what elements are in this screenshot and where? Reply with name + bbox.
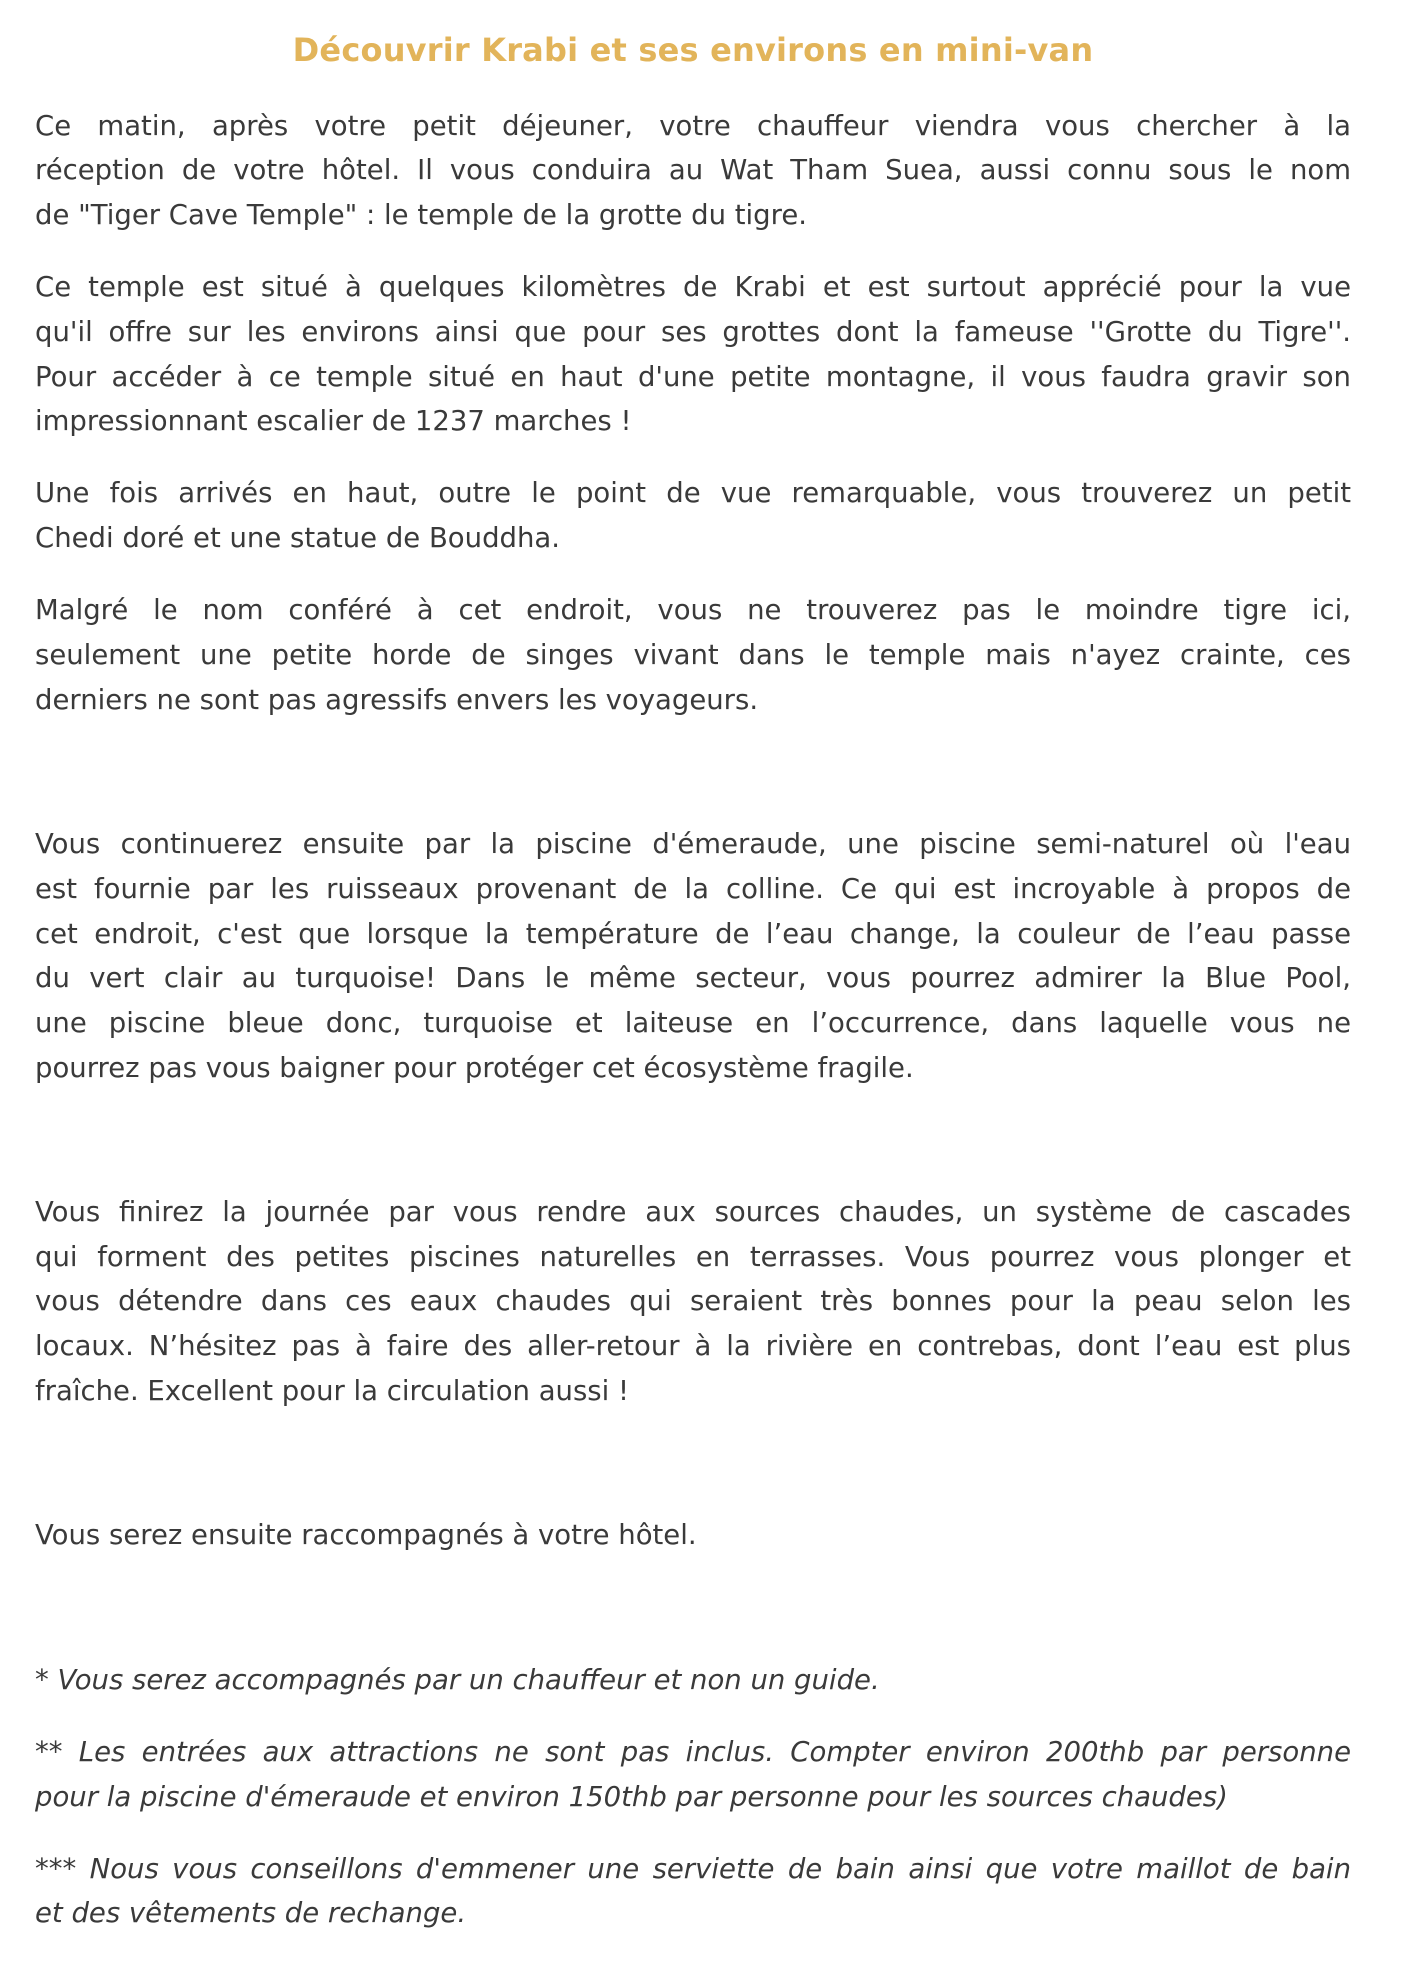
text-line: Vous finirez la journée par vous rendre aux sources chaudes, un système de cascades xyxy=(35,1196,1351,1229)
paragraph-temple xyxy=(35,265,1351,444)
text-line: locaux. N’hésitez pas à faire des aller-retour à la rivière en contrebas, dont l’eau est plus xyxy=(35,1330,1351,1363)
text-line: réception de votre hôtel. Il vous conduira au Wat Tham Suea, aussi connu sous le nom xyxy=(35,154,1351,187)
paragraph-gap xyxy=(35,750,1351,795)
text-line: *** Nous vous conseillons d'emmener une serviette de bain ainsi que votre maillot de bain xyxy=(35,1852,1351,1885)
text-line: une piscine bleue donc, turquoise et laiteuse en l’occurrence, dans laquelle vous ne xyxy=(35,1006,1351,1039)
text-line: Vous continuerez ensuite par la piscine d'émeraude, une piscine semi-naturel où l'eau xyxy=(35,828,1351,861)
text-line: cet endroit, c'est que lorsque la température de l’eau change, la couleur de l’eau passe xyxy=(35,917,1351,950)
paragraph-monkeys xyxy=(35,588,1351,722)
text-line: vous détendre dans ces eaux chaudes qui seraient très bonnes pour la peau selon les xyxy=(35,1285,1351,1318)
text-line: impressionnant escalier de 1237 marches ! xyxy=(35,405,632,438)
document-body xyxy=(35,104,1351,1937)
text-line: de "Tiger Cave Temple" : le temple de la grotte du tigre. xyxy=(35,198,807,231)
paragraph-summit xyxy=(35,471,1351,560)
footnote-driver xyxy=(35,1658,1351,1703)
text-line: Ce temple est situé à quelques kilomètres de Krabi et est surtout apprécié pour la vue xyxy=(35,271,1351,304)
text-line: pour la piscine d'émeraude et environ 150thb par personne pour les sources chaudes) xyxy=(35,1780,1228,1813)
paragraph-pickup xyxy=(35,104,1351,238)
text-line: et des vêtements de rechange. xyxy=(35,1897,467,1930)
paragraph-gap xyxy=(35,1585,1351,1630)
text-line: est fournie par les ruisseaux provenant de la colline. Ce qui est incroyable à propos de xyxy=(35,872,1351,905)
text-line: derniers ne sont pas agressifs envers les voyageurs. xyxy=(35,683,759,716)
footnotes xyxy=(35,1658,1351,1937)
text-line: Une fois arrivés en haut, outre le point de vue remarquable, vous trouverez un petit xyxy=(35,477,1351,510)
paragraph-gap xyxy=(35,1441,1351,1486)
footnote-swimwear xyxy=(35,1847,1351,1936)
text-line: Malgré le nom conféré à cet endroit, vous ne trouverez pas le moindre tigre ici, xyxy=(35,594,1351,627)
text-line: du vert clair au turquoise! Dans le même secteur, vous pourrez admirer la Blue Pool, xyxy=(35,962,1351,995)
page-title: Découvrir Krabi et ses environs en mini-van xyxy=(292,31,1094,69)
text-line: pourrez pas vous baigner pour protéger cet écosystème fragile. xyxy=(35,1051,914,1084)
paragraph-gap xyxy=(35,1118,1351,1163)
footnote-entry-fees xyxy=(35,1730,1351,1819)
text-line: * Vous serez accompagnés par un chauffeur et non un guide. xyxy=(35,1663,880,1696)
text-line: ** Les entrées aux attractions ne sont pas inclus. Compter environ 200thb par personne xyxy=(35,1735,1351,1768)
text-line: fraîche. Excellent pour la circulation aussi ! xyxy=(35,1374,630,1407)
text-line: seulement une petite horde de singes vivant dans le temple mais n'ayez crainte, ces xyxy=(35,639,1351,672)
paragraph-emerald-pool xyxy=(35,822,1351,1090)
paragraph-return xyxy=(35,1513,1351,1558)
text-line: qui forment des petites piscines naturelles en terrasses. Vous pourrez vous plonger et xyxy=(35,1240,1351,1273)
text-line: Ce matin, après votre petit déjeuner, votre chauffeur viendra vous chercher à la xyxy=(35,109,1351,142)
text-line: qu'il offre sur les environs ainsi que pour ses grottes dont la fameuse ''Grotte du Tigre''. xyxy=(35,315,1351,348)
paragraph-hot-springs xyxy=(35,1190,1351,1414)
document-page xyxy=(35,24,1351,1964)
text-line: Vous serez ensuite raccompagnés à votre hôtel. xyxy=(35,1519,697,1552)
text-line: Chedi doré et une statue de Bouddha. xyxy=(35,522,560,555)
text-line: Pour accéder à ce temple situé en haut d'une petite montagne, il vous faudra gravir son xyxy=(35,360,1351,393)
